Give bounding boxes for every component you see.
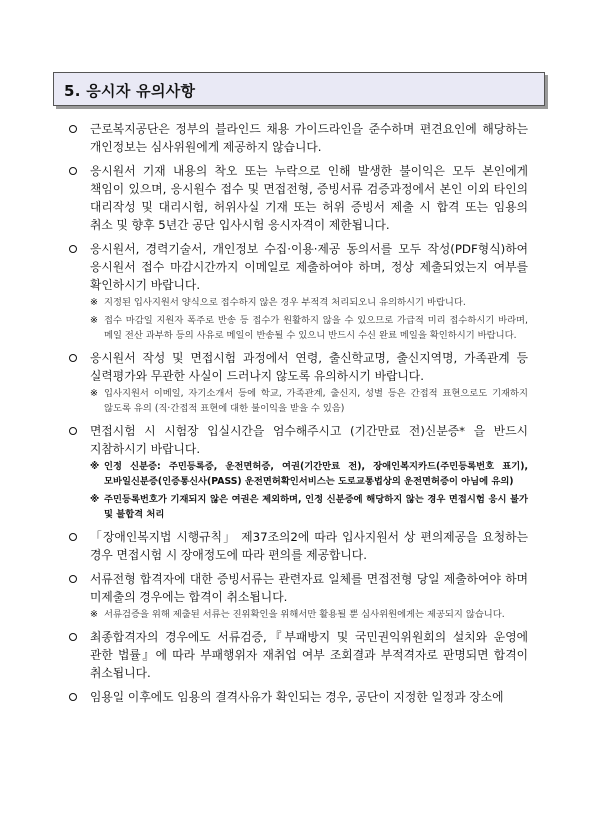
notice-item <box>68 240 528 343</box>
notice-note <box>90 313 528 343</box>
notice-note <box>90 607 528 622</box>
notice-item-text: 응시원서 기재 내용의 착오 또는 누락으로 인해 발생한 불이익은 모두 본인에게 책임이 있으며, 응시원수 접수 및 면접전형, 증빙서류 검증과정에서 본인 이외 타인의 대리작성 및 대리시험, 허위사실 기재 또는 허위 증빙서 제출 시 합격 또는 임용의 취소 및 향후 5년간 공단 입사시험 응시자격이 제한됩니다. <box>90 164 528 232</box>
notice-item <box>68 688 528 706</box>
notice-item <box>68 120 528 156</box>
circle-bullet-icon <box>69 167 77 175</box>
notice-note <box>90 386 528 416</box>
note-reference-mark: ※ <box>90 297 98 308</box>
note-reference-mark: ※ <box>90 461 100 472</box>
notice-note <box>90 492 528 522</box>
notice-list <box>68 120 528 712</box>
notice-item <box>68 528 528 564</box>
notice-note-text: 지정된 입사지원서 양식으로 접수하지 않은 경우 부적격 처리되오니 유의하시기 바랍니다. <box>104 297 466 308</box>
notice-item-text: 근로복지공단은 정부의 블라인드 채용 가이드라인을 준수하며 편견요인에 해당하는 개인정보는 심사위원에게 제공하지 않습니다. <box>90 122 528 154</box>
notice-note-text: 접수 마감일 지원자 폭주로 반송 등 접수가 원활하지 않을 수 있으므로 가급적 미리 접수하시기 바라며, 메일 전산 과부하 등의 사유로 메일이 반송될 수 있으니 반드시 수신 완료 메일을 확인하시기 바랍니다. <box>104 315 528 341</box>
section-heading: 5. 응시자 유의사항 <box>64 82 196 100</box>
circle-bullet-icon <box>69 533 77 541</box>
notice-item-text: 「장애인복지법 시행규칙」 제37조의2에 따라 입사지원서 상 편의제공을 요청하는 경우 면접시험 시 장애정도에 따라 편의를 제공합니다. <box>90 530 528 562</box>
note-reference-mark: ※ <box>90 609 98 620</box>
notice-item <box>68 570 528 622</box>
notice-item-text: 임용일 이후에도 임용의 결격사유가 확인되는 경우, 공단이 지정한 일정과 장소에 <box>90 690 504 704</box>
note-reference-mark: ※ <box>90 494 100 505</box>
notice-item-text: 최종합격자의 경우에도 서류검증,『부패방지 및 국민권익위원회의 설치와 운영에 관한 법률』에 따라 부패행위자 재취업 여부 조회결과 부적격자로 판명되면 합격이 취소됩니다. <box>90 630 528 680</box>
notice-item-text: 서류전형 합격자에 대한 증빙서류는 관련자료 일체를 면접전형 당일 제출하여야 하며 미제출의 경우에는 합격이 취소됩니다. <box>90 572 528 604</box>
notice-item-text: 면접시험 시 시험장 입실시간을 엄수해주시고 (기간만료 전)신분증* 을 반드시 지참하시기 바랍니다. <box>90 424 528 456</box>
notice-note <box>90 459 528 489</box>
notice-note-text: 주민등록번호가 기재되지 않은 여권은 제외하며, 인정 신분증에 해당하지 않는 경우 면접시험 응시 불가 및 불합격 처리 <box>104 494 528 520</box>
circle-bullet-icon <box>69 125 77 133</box>
notice-item-text: 응시원서 작성 및 면접시험 과정에서 연령, 출신학교명, 출신지역명, 가족관계 등 실력평가와 무관한 사실이 드러나지 않도록 유의하시기 바랍니다. <box>90 351 528 383</box>
notice-note <box>90 295 528 310</box>
note-reference-mark: ※ <box>90 388 98 399</box>
circle-bullet-icon <box>69 354 77 362</box>
notice-note-text: 인정 신분증: 주민등록증, 운전면허증, 여권(기간만료 전), 장애인복지카드(주민등록번호 표기), 모바일신분증(인증통신사(PASS) 운전면허확인서비스는 도로교통법상의 운전면허증이 아님에 유의) <box>104 461 528 487</box>
circle-bullet-icon <box>69 245 77 253</box>
notice-item <box>68 628 528 682</box>
notice-item <box>68 349 528 416</box>
circle-bullet-icon <box>69 575 77 583</box>
notice-note-text: 입사지원서 이메일, 자기소개서 등에 학교, 가족관계, 출신지, 성별 등은 간접적 표현으로도 기재하지 않도록 유의 (직·간접적 표현에 대한 불이익을 받을 수 있음) <box>104 388 528 414</box>
notice-item <box>68 162 528 234</box>
section-heading-box <box>53 72 545 106</box>
notice-item <box>68 422 528 522</box>
notice-note-text: 서류검증을 위해 제출된 서류는 진위확인을 위해서만 활용될 뿐 심사위원에게는 제공되지 않습니다. <box>104 609 505 620</box>
note-reference-mark: ※ <box>90 315 98 326</box>
circle-bullet-icon <box>69 427 77 435</box>
notice-item-text: 응시원서, 경력기술서, 개인정보 수집·이용·제공 동의서를 모두 작성(PDF형식)하여 응시원서 접수 마감시간까지 이메일로 제출하여야 하며, 정상 제출되었는지 여부를 확인하시기 바랍니다. <box>90 242 528 292</box>
circle-bullet-icon <box>69 633 77 641</box>
circle-bullet-icon <box>69 693 77 701</box>
